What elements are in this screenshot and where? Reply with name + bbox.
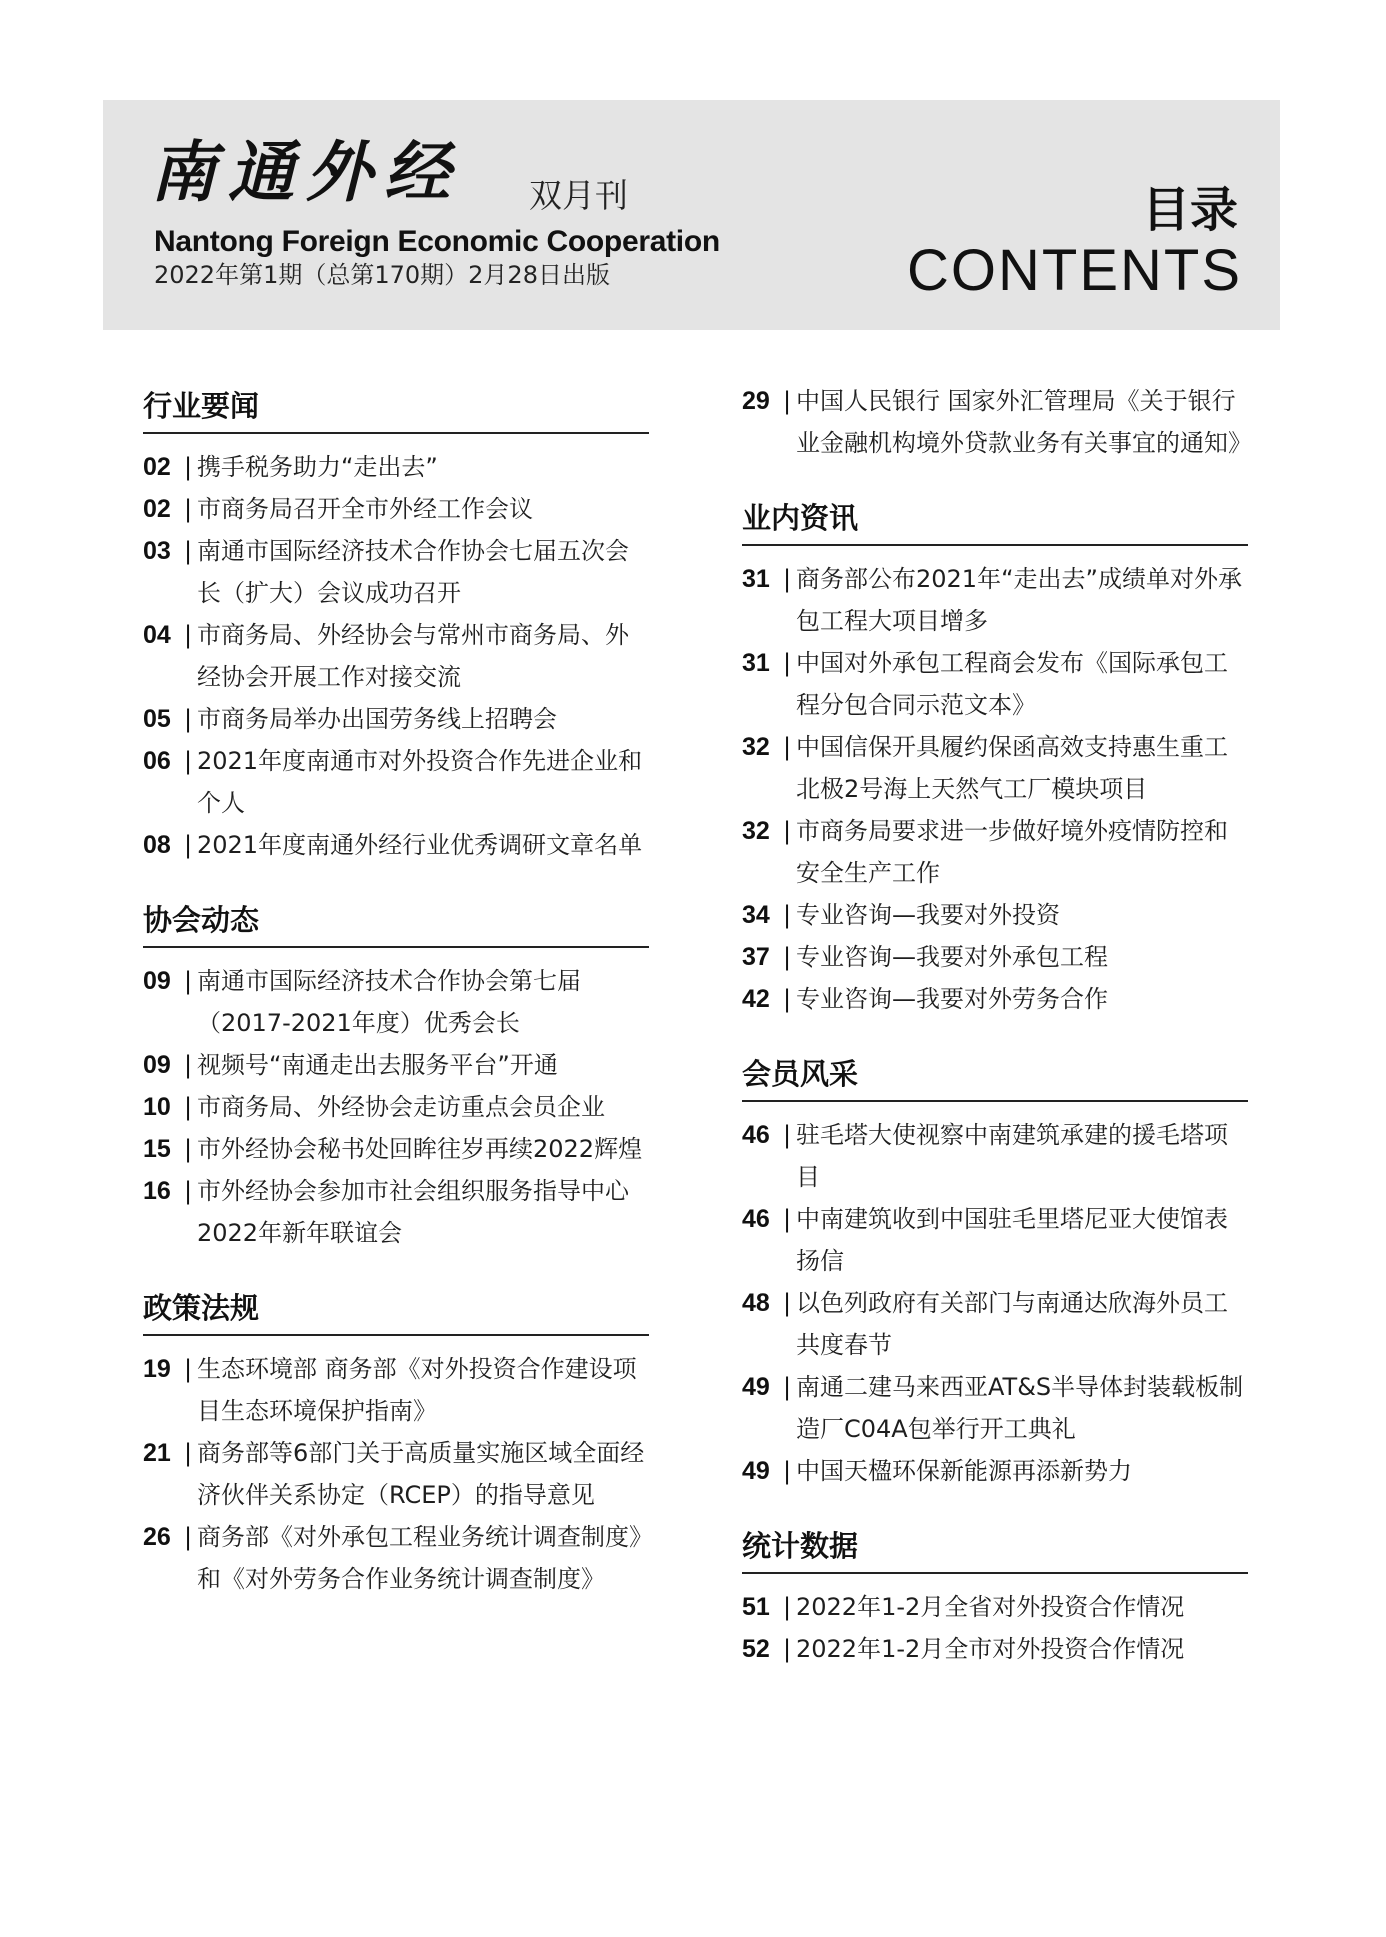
toc-entry[interactable] <box>143 698 649 740</box>
page-number: 02 <box>143 495 171 523</box>
section-title: 政策法规 <box>143 1282 649 1336</box>
entry-title: 市商务局要求进一步做好境外疫情防控和安全生产工作 <box>796 817 1228 887</box>
separator: | <box>183 1177 193 1205</box>
toc-entry[interactable] <box>742 726 1248 810</box>
separator: | <box>782 387 792 415</box>
toc-section <box>143 1282 649 1600</box>
issue-info: 2022年第1期（总第170期）2月28日出版 <box>154 261 610 289</box>
separator: | <box>782 733 792 761</box>
masthead <box>103 100 1280 330</box>
separator: | <box>782 649 792 677</box>
page-number: 46 <box>742 1121 770 1149</box>
page-number: 15 <box>143 1135 171 1163</box>
page-number: 02 <box>143 453 171 481</box>
toc-entry[interactable] <box>742 978 1248 1020</box>
separator: | <box>183 1355 193 1383</box>
toc-entry[interactable] <box>742 1366 1248 1450</box>
page-number: 37 <box>742 943 770 971</box>
page-number: 46 <box>742 1205 770 1233</box>
toc-entry[interactable] <box>143 488 649 530</box>
toc-entry[interactable] <box>742 894 1248 936</box>
entry-title: 专业咨询—我要对外投资 <box>796 901 1060 929</box>
entry-title: 市商务局举办出国劳务线上招聘会 <box>197 705 557 733</box>
separator: | <box>782 985 792 1013</box>
toc-entry[interactable] <box>742 642 1248 726</box>
toc-entry[interactable] <box>742 558 1248 642</box>
entry-title: 商务部《对外承包工程业务统计调查制度》和《对外劳务合作业务统计调查制度》 <box>197 1523 641 1593</box>
toc-section <box>143 894 649 1254</box>
separator: | <box>782 1289 792 1317</box>
page-number: 31 <box>742 649 770 677</box>
contents-column-left <box>143 380 649 1628</box>
page-number: 21 <box>143 1439 171 1467</box>
toc-section <box>742 380 1252 464</box>
entry-title: 市商务局、外经协会走访重点会员企业 <box>197 1093 605 1121</box>
page-number: 03 <box>143 537 171 565</box>
separator: | <box>782 901 792 929</box>
bimonthly-label: 双月刊 <box>529 176 628 215</box>
separator: | <box>183 1135 193 1163</box>
entry-title: 驻毛塔大使视察中南建筑承建的援毛塔项目 <box>796 1121 1228 1191</box>
separator: | <box>183 1093 193 1121</box>
section-title: 会员风采 <box>742 1048 1248 1102</box>
logo-chinese: 南通外经 <box>150 133 462 211</box>
section-title: 行业要闻 <box>143 380 649 434</box>
entry-title: 视频号“南通走出去服务平台”开通 <box>197 1051 558 1079</box>
entry-title: 南通市国际经济技术合作协会第七届（2017-2021年度）优秀会长 <box>197 967 581 1037</box>
page-number: 52 <box>742 1635 770 1663</box>
separator: | <box>183 453 193 481</box>
section-title: 业内资讯 <box>742 492 1248 546</box>
page-number: 32 <box>742 733 770 761</box>
page-number: 05 <box>143 705 171 733</box>
toc-entry[interactable] <box>742 1586 1248 1628</box>
page-number: 42 <box>742 985 770 1013</box>
toc-entry[interactable] <box>143 740 649 824</box>
page-number: 16 <box>143 1177 171 1205</box>
toc-entry[interactable] <box>143 1128 649 1170</box>
toc-entry[interactable] <box>742 936 1248 978</box>
toc-entry[interactable] <box>143 1086 649 1128</box>
entry-title: 2021年度南通市对外投资合作先进企业和个人 <box>197 747 643 817</box>
entry-title: 市商务局、外经协会与常州市商务局、外经协会开展工作对接交流 <box>197 621 629 691</box>
page-number: 04 <box>143 621 171 649</box>
toc-entry[interactable] <box>742 810 1248 894</box>
separator: | <box>183 495 193 523</box>
section-title: 统计数据 <box>742 1520 1248 1574</box>
toc-entry[interactable] <box>143 1044 649 1086</box>
page-number: 09 <box>143 1051 171 1079</box>
toc-entry[interactable] <box>143 530 649 614</box>
separator: | <box>782 1457 792 1485</box>
toc-entry[interactable] <box>742 1282 1248 1366</box>
entry-title: 南通市国际经济技术合作协会七届五次会长（扩大）会议成功召开 <box>197 537 629 607</box>
toc-entry[interactable] <box>143 824 649 866</box>
page-number: 19 <box>143 1355 171 1383</box>
toc-entry[interactable] <box>143 614 649 698</box>
separator: | <box>183 831 193 859</box>
toc-entry[interactable] <box>143 1516 649 1600</box>
entry-title: 2022年1-2月全市对外投资合作情况 <box>796 1635 1185 1663</box>
entry-title: 携手税务助力“走出去” <box>197 453 438 481</box>
toc-entry[interactable] <box>143 1170 649 1254</box>
separator: | <box>782 1121 792 1149</box>
toc-entry[interactable] <box>742 1628 1248 1670</box>
separator: | <box>782 1635 792 1663</box>
toc-section <box>742 1520 1248 1670</box>
separator: | <box>183 1439 193 1467</box>
page-number: 10 <box>143 1093 171 1121</box>
page-number: 49 <box>742 1373 770 1401</box>
page-number: 26 <box>143 1523 171 1551</box>
logo-english: Nantong Foreign Economic Cooperation <box>154 225 720 258</box>
page-number: 09 <box>143 967 171 995</box>
page-number: 49 <box>742 1457 770 1485</box>
page-number: 29 <box>742 387 770 415</box>
entry-title: 商务部等6部门关于高质量实施区域全面经济伙伴关系协定（RCEP）的指导意见 <box>197 1439 645 1509</box>
page-number: 32 <box>742 817 770 845</box>
page-number: 31 <box>742 565 770 593</box>
toc-entry[interactable] <box>143 446 649 488</box>
separator: | <box>782 817 792 845</box>
entry-title: 专业咨询—我要对外承包工程 <box>796 943 1108 971</box>
section-title: 协会动态 <box>143 894 649 948</box>
toc-entry[interactable] <box>143 1432 649 1516</box>
entry-title: 南通二建马来西亚AT&S半导体封装载板制造厂C04A包举行开工典礼 <box>796 1373 1244 1443</box>
separator: | <box>183 537 193 565</box>
toc-section <box>742 1048 1248 1492</box>
toc-entry[interactable] <box>143 1348 649 1432</box>
separator: | <box>183 967 193 995</box>
toc-entry[interactable] <box>742 1114 1248 1198</box>
separator: | <box>782 1205 792 1233</box>
entry-title: 以色列政府有关部门与南通达欣海外员工共度春节 <box>796 1289 1228 1359</box>
toc-entry[interactable] <box>742 380 1252 464</box>
separator: | <box>782 565 792 593</box>
entry-title: 商务部公布2021年“走出去”成绩单对外承包工程大项目增多 <box>796 565 1242 635</box>
entry-title: 市外经协会秘书处回眸往岁再续2022辉煌 <box>197 1135 643 1163</box>
entry-title: 市外经协会参加市社会组织服务指导中心2022年新年联谊会 <box>197 1177 629 1247</box>
entry-title: 市商务局召开全市外经工作会议 <box>197 495 533 523</box>
toc-entry[interactable] <box>143 960 649 1044</box>
separator: | <box>782 943 792 971</box>
separator: | <box>782 1593 792 1621</box>
toc-section <box>742 492 1248 1020</box>
page-number: 08 <box>143 831 171 859</box>
toc-section <box>143 380 649 866</box>
entry-title: 中国对外承包工程商会发布《国际承包工程分包合同示范文本》 <box>796 649 1228 719</box>
page-number: 48 <box>742 1289 770 1317</box>
toc-entry[interactable] <box>742 1450 1248 1492</box>
contents-title-english: CONTENTS <box>907 238 1242 303</box>
separator: | <box>183 1523 193 1551</box>
separator: | <box>183 621 193 649</box>
page-number: 34 <box>742 901 770 929</box>
entry-title: 中南建筑收到中国驻毛里塔尼亚大使馆表扬信 <box>796 1205 1228 1275</box>
separator: | <box>183 747 193 775</box>
toc-entry[interactable] <box>742 1198 1248 1282</box>
entry-title: 中国信保开具履约保函高效支持惠生重工北极2号海上天然气工厂模块项目 <box>796 733 1228 803</box>
entry-title: 中国人民银行 国家外汇管理局《关于银行业金融机构境外贷款业务有关事宜的通知》 <box>796 387 1252 457</box>
page-number: 06 <box>143 747 171 775</box>
entry-title: 2022年1-2月全省对外投资合作情况 <box>796 1593 1185 1621</box>
page-number: 51 <box>742 1593 770 1621</box>
entry-title: 2021年度南通外经行业优秀调研文章名单 <box>197 831 643 859</box>
separator: | <box>183 1051 193 1079</box>
separator: | <box>782 1373 792 1401</box>
entry-title: 专业咨询—我要对外劳务合作 <box>796 985 1108 1013</box>
contents-title-chinese: 目录 <box>1141 182 1238 238</box>
entry-title: 中国天楹环保新能源再添新势力 <box>796 1457 1132 1485</box>
separator: | <box>183 705 193 733</box>
contents-column-right <box>742 380 1252 1698</box>
entry-title: 生态环境部 商务部《对外投资合作建设项目生态环境保护指南》 <box>197 1355 637 1425</box>
